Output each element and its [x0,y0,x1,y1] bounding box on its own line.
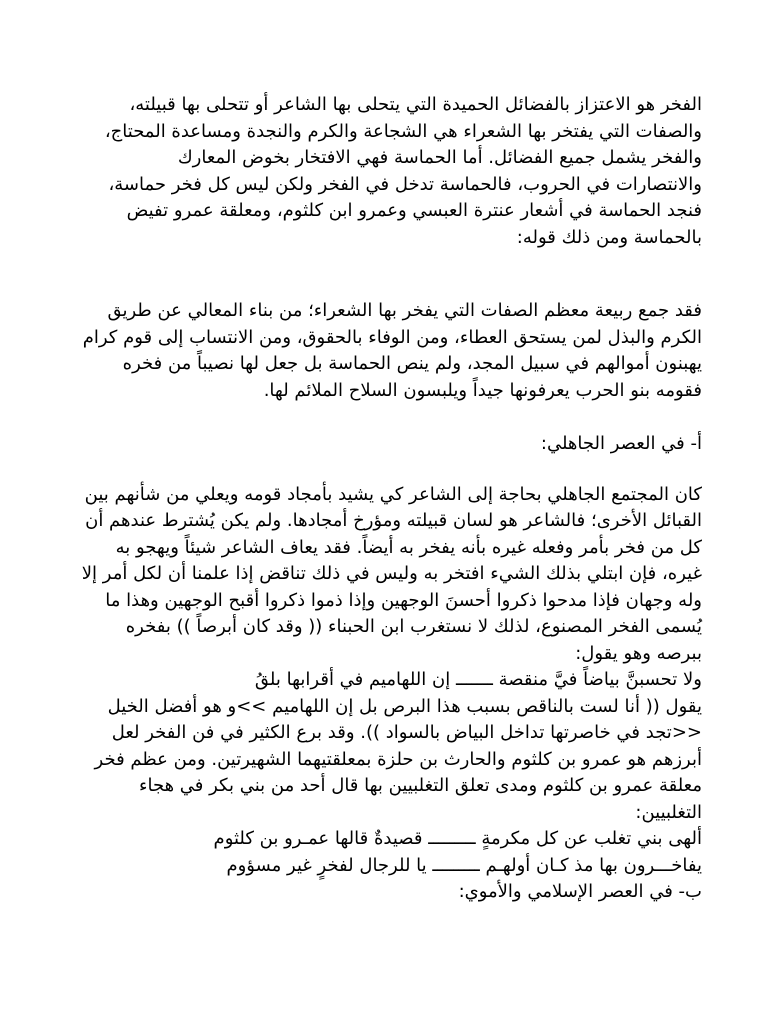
text-line: فقومه بنو الحرب يعرفونها جيداً ويلبسون السلاح الملائم لها. [263,379,702,401]
section-heading-islamic-umayyad: ب- في العصر الإسلامي والأموي: [458,881,702,902]
text-line: كان المجتمع الجاهلي بحاجة إلى الشاعر كي يشيد بأمجاد قومه ويعلي من شأنهم بين [84,483,702,505]
text-line: فقد جمع ربيعة معظم الصفات التي يفخر بها الشعراء؛ من بناء المعالي عن طريق [107,300,702,321]
text-line: وله وجهان فإذا مدحوا ذكروا أحسنَ الوجهين وإذا ذموا ذكروا أقبح الوجهين وهذا ما [105,589,702,611]
text-line: التغلبيين: [635,801,702,823]
text-line: معلقة عمرو بن كلثوم ومدى تعلق التغلبيين بها قال أحد من بني بكر في هجاء [139,775,702,796]
text-line: يهبنون أموالهم في سبيل المجد، ولم ينص الحماسة بل جعل لها نصيباً من فخره [122,353,702,374]
text-line: غيره، فإن ابتلي بذلك الشيء افتخر به وليس في ذلك تناقض إذا علمنا أن لكل أمر إلا [81,563,702,584]
text-line: والفخر يشمل جميع الفضائل. أما الحماسة فهي الافتخار بخوض المعارك [177,147,702,168]
paragraph-spacer [60,251,702,298]
text-line: الكرم والبذل لمن يستحق العطاء، ومن الوفاء بالحقوق، ومن الانتساب إلى قوم كرام [82,326,702,348]
paragraph-spacer [60,458,702,482]
text-line: الفخر هو الاعتزاز بالفضائل الحميدة التي يتحلى بها الشاعر أو تتحلى بها قبيلته، [129,94,702,115]
verse-line: ألهى بني تغلب عن كل مكرمةٍ ـــــــــ قصيدةٌ قالها عمـرو بن كلثوم [213,828,702,849]
text-line: <<تجد في خاصرتها تداخل البياض بالسواد )). وقد برع الكثير في فن الفخر لعل [111,722,702,743]
text-line: والصفات التي يفتخر بها الشعراء هي الشجاعة والكرم والنجدة ومساعدة المحتاج، [104,120,702,142]
document-page [60,92,702,906]
text-line: فنجد الحماسة في أشعار عنترة العبسي وعمرو ابن كلثوم، ومعلقة عمرو تفيض [126,200,702,221]
text-line: القبائل الأخرى؛ فالشاعر هو لسان قبيلته ومؤرخ أمجادها. ولم يكن يُشترط عندهم أن [85,510,702,531]
text-line: والانتصارات في الحروب، فالحماسة تدخل في الفخر ولكن ليس كل فخر حماسة، [108,173,702,195]
text-line: كل من فخر بأمر وفعله غيره بأنه يفخر به أيضاً. فقد يعاف الشاعر شيئاً ويهجو به [115,536,702,558]
section-heading-jahili: أ- في العصر الجاهلي: [540,433,702,454]
verse-line: ولا تحسبنَّ بياضاً فيَّ منقصة ـــــــ إن اللهاميم في أقرابها بلقُ [254,669,702,690]
text-line: يقول (( أنا لست بالناقص بسبب هذا البرص بل إن اللهاميم >>و هو أفضل الخيل [107,695,702,717]
paragraph-jahili-society [60,482,702,880]
paragraph-fakhr-definition [60,92,702,251]
paragraph-spacer [60,404,702,431]
text-line: بالحماسة ومن ذلك قوله: [516,226,702,248]
verse-line: يفاخـــرون بها مذ كـان أولهـم ـــــــــ يا للرجال لفخرٍ غير مسؤوم [226,854,702,876]
text-line: أبرزهم هو عمرو بن كلثوم والحارث بن حلزة بمعلقتيهما الشهيرتين. ومن عظم فخر [94,748,702,770]
text-line: يُسمى الفخر المصنوع، لذلك لا نستغرب ابن الحبناء (( وقد كان أبرصاً )) بفخره [125,616,702,637]
text-line: ببرصه وهو يقول: [575,642,702,664]
paragraph-rabia-qualities [60,298,702,404]
